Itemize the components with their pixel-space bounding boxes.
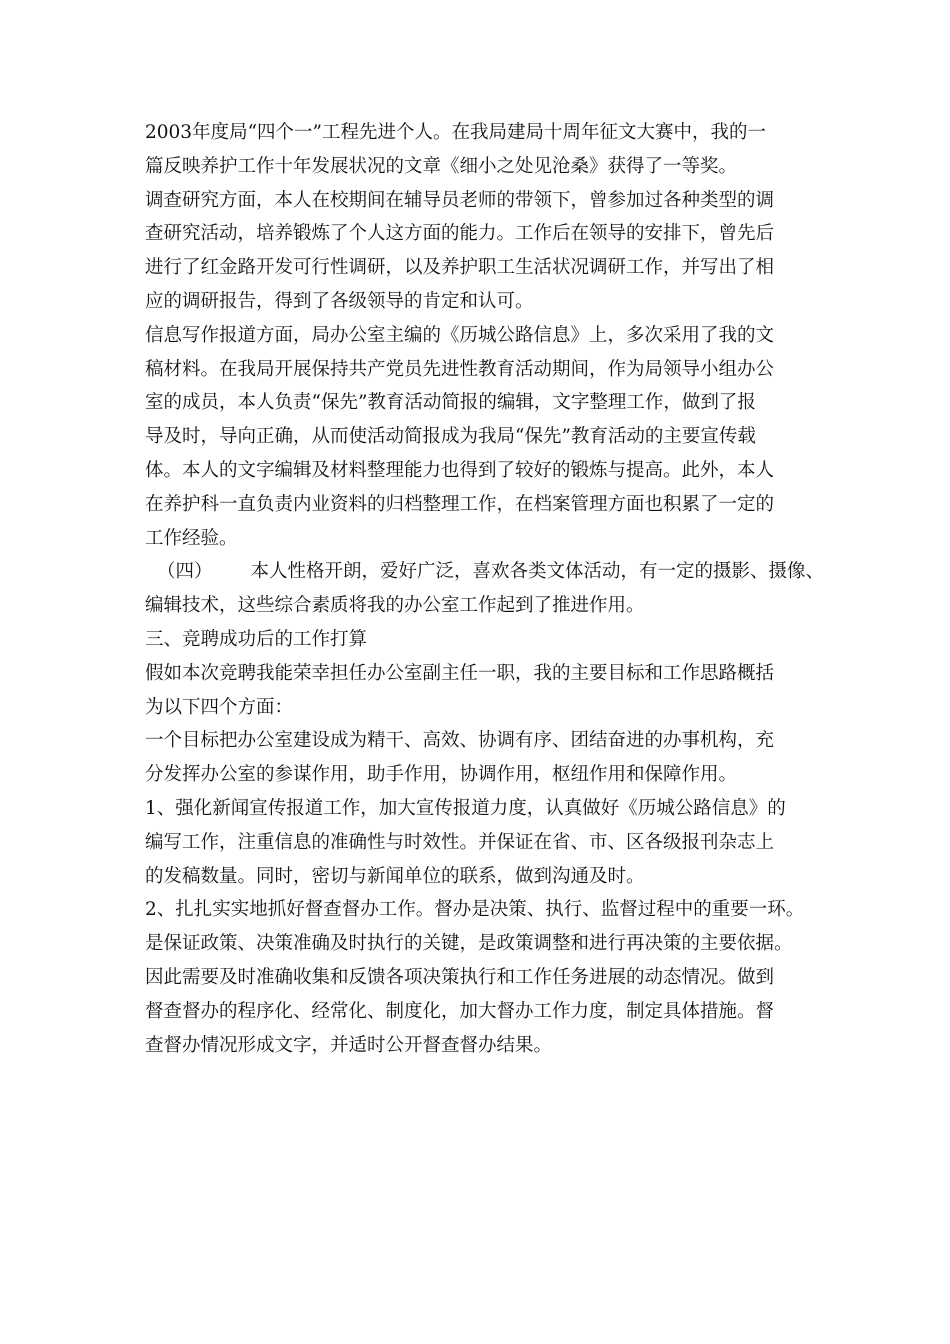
item-text: 本人性格开朗，爱好广泛，喜欢各类文体活动，有一定的摄影、摄像、: [250, 561, 825, 583]
text-line: 工作经验。: [145, 527, 238, 549]
text-line: 调查研究方面，本人在校期间在辅导员老师的带领下，曾参加过各种类型的调: [145, 189, 775, 211]
text-line: 应的调研报告，得到了各级领导的肯定和认可。: [145, 290, 534, 312]
text-line: 是保证政策、决策准确及时执行的关键，是政策调整和进行再决策的主要依据。: [145, 933, 793, 955]
text-line: 室的成员，本人负责“保先”教育活动简报的编辑，文字整理工作，做到了报: [145, 392, 756, 414]
text-line: 因此需要及时准确收集和反馈各项决策执行和工作任务进展的动态情况。做到: [145, 966, 775, 988]
text-line: 分发挥办公室的参谋作用，助手作用，协调作用，枢纽作用和保障作用。: [145, 764, 738, 786]
text-line: 督查督办的程序化、经常化、制度化，加大督办工作力度，制定具体措施。督: [145, 1000, 775, 1022]
text-line: 在养护科一直负责内业资料的归档整理工作，在档案管理方面也积累了一定的: [145, 493, 775, 515]
item-marker: （四）: [157, 561, 213, 583]
text-line: 查研究活动，培养锻炼了个人这方面的能力。工作后在领导的安排下，曾先后: [145, 223, 775, 245]
text-line: 查督办情况形成文字，并适时公开督查督办结果。: [145, 1034, 553, 1056]
document-body: [145, 116, 825, 1062]
text-line: 信息写作报道方面，局办公室主编的《历城公路信息》上，多次采用了我的文: [145, 324, 775, 346]
text-line: 进行了红金路开发可行性调研，以及养护职工生活状况调研工作，并写出了相: [145, 257, 775, 279]
text-line: 编辑技术，这些综合素质将我的办公室工作起到了推进作用。: [145, 595, 645, 617]
text-line: 的发稿数量。同时，密切与新闻单位的联系，做到沟通及时。: [145, 865, 645, 887]
text-line: 假如本次竞聘我能荣幸担任办公室副主任一职，我的主要目标和工作思路概括: [145, 662, 775, 684]
text-line: 2003年度局“四个一”工程先进个人。在我局建局十周年征文大赛中，我的一: [145, 122, 766, 143]
text-line: 2、扎扎实实地抓好督查督办工作。督办是决策、执行、监督过程中的重要一环。: [145, 899, 805, 921]
text-line: 为以下四个方面：: [145, 696, 294, 718]
numbered-item-line: [145, 555, 825, 589]
text-line: 体。本人的文字编辑及材料整理能力也得到了较好的锻炼与提高。此外，本人: [145, 459, 775, 481]
text-line: 一个目标把办公室建设成为精干、高效、协调有序、团结奋进的办事机构，充: [145, 730, 775, 752]
text-line: 1、强化新闻宣传报道工作，加大宣传报道力度，认真做好《历城公路信息》的: [145, 797, 786, 819]
section-heading: 三、竞聘成功后的工作打算: [145, 628, 368, 650]
text-line: 编写工作，注重信息的准确性与时效性。并保证在省、市、区各级报刊杂志上: [145, 831, 775, 853]
text-line: 篇反映养护工作十年发展状况的文章《细小之处见沧桑》获得了一等奖。: [145, 155, 738, 177]
text-line: 稿材料。在我局开展保持共产党员先进性教育活动期间，作为局领导小组办公: [145, 358, 775, 380]
text-line: 导及时，导向正确，从而使活动简报成为我局“保先”教育活动的主要宣传载: [145, 426, 756, 448]
